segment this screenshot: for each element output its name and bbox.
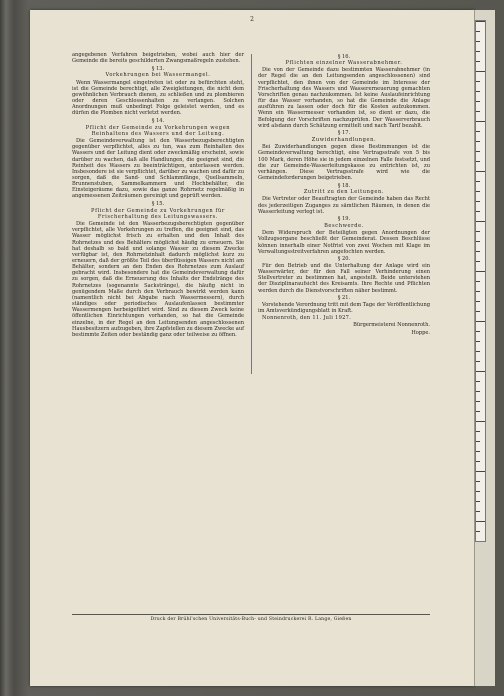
paragraph: Die Gemeindeverwaltung ist den Wasserbezugsberechtigten gegenüber verpflichtet, alles zu tun, was zum Reinhalten des Wassers und der Leitung dient oder zweckmäßig erscheint, sowie darüber zu wachen, daß alle Handlungen, die geeignet sind, die Reinheit des Wassers zu beeinträchtigen, unterlassen werden. Insbesondere ist sie verpflichtet, darüber zu wachen und dafür zu sorgen, daß die Sand- und Schlammfänge, Quellsammeln, Brunnenstuben, Sammelkammern und Hochbehälter, die Einsteigeräume dazu, sowie das ganze Rohrnetz regelmäßig in angemessenen Zeiträumen gereinigt und geprüft werden. [72,138,244,200]
section-number: § 13. [151,65,165,72]
ruler-tick [476,51,480,52]
section-heading: Pflicht der Gemeinde zu Vorkehrungen für Frischerhaltung des Leitungswassers. [91,207,225,220]
paragraph: Wenn Wassermangel eingetreten ist oder zu befürchten steht, ist die Gemeinde berechtigt, alle Zweigleitungen, die nicht dem gewöhnlichen Verbrauch dienen, zu schließen und zu plombieren oder deren Geschlossenhalten zu verlangen. Solchen Anordnungen muß unbedingt Folge geleistet werden, und es dürfen die Plomben nicht verletzt werden. [72,79,244,117]
ruler-tick [476,351,480,352]
ruler-tick [476,341,480,342]
footer-rule [72,614,430,615]
ruler-tick [476,251,480,252]
section-number: § 14. [151,118,165,125]
section-number: § 16. [337,53,351,60]
ruler-tick [476,101,480,102]
right-column [258,52,430,337]
ruler-tick [476,31,480,32]
paragraph: Die Vertreter oder Beauftragten der Gemeinde haben das Recht des jederzeitigen Zuganges zu sämtlichen Räumen, in denen die Wasserleitung verlegt ist. [258,196,430,215]
ruler-tick [476,411,480,412]
ruler-tick [476,381,480,382]
ruler-tick [476,191,480,192]
ruler-tick [476,371,485,372]
printer-imprint: Druck der Brühl'schen Universitäts-Buch- und Steindruckerei R. Lange, Gießen [150,617,352,622]
ruler-tick [476,41,480,42]
paragraph: Die von der Gemeinde dazu bestimmten Wasserabnehmer (in der Regel die an den Leitungsenden angeschlossenen) sind verpflichtet, den ihnen von der Gemeinde im Interesse der Frischerhaltung des Wassers und Wassererneuerung gemachten Vorschriften genau nachzukommen. Ist keine Auslaufeinrichtung für das Wasser vorhanden, so hat die Gemeinde die Anlage ausführen zu lassen oder doch für die Kosten aufzukommen. Wenn ein Wassermesser vorhanden ist, so dient er dazu, die Befolgung der Vorschriften nachzuprüfen. Der Wasserverbrauch wird alsdann durch Schätzung ermittelt und nach Tarif bezahlt. [258,67,430,129]
ruler-tick [476,471,485,472]
ruler-tick [476,461,480,462]
section-heading: Zutritt zu den Leitungen. [303,189,385,196]
section-number: § 18. [337,182,351,189]
place-date-line: Nonnenroth, den 11. Juli 1927. [262,315,352,322]
ruler-tick [476,281,480,282]
ruler-tick [476,531,480,532]
ruler-tick [476,301,480,302]
section-number: § 20. [337,256,351,263]
ruler-tick [476,441,480,442]
ruler-tick [476,391,480,392]
ruler-tick [476,331,480,332]
section-number: § 19. [337,216,351,223]
ruler-tick [476,431,480,432]
ruler-tick [476,131,480,132]
ruler-tick [476,291,480,292]
ruler-tick [476,71,485,72]
paragraph: Die Gemeinde ist den Wasserbezugsberechtigten gegenüber verpflichtet, alle Vorkehrungen zu treffen, die geeignet sind, das Wasser möglichst frisch zu erhalten und den Inhalt des Rohrnetzes und des Behälters möglichst häufig zu erneuern. Sie hat deshalb so bald und solange Wasser zu diesem Zwecke verfügbar ist, den Rohrnetzinhalt dadurch möglichst kurz zu erneuern, daß der größte Teil des überflüssigen Wassers nicht am Behälter, sondern an den Enden des Rohrnetzes zum Auslauf gebracht wird. Insbesondere hat die Gemeindeverwaltung dafür zu sorgen, daß die Erneuerung des Inhalts der Endstränge des Rohrnetzes (sogenannte Sackstränge), die häufig nicht in genügendem Maße durch den Verbrauch bewirkt werden kann (namentlich nicht bei Abgabe nach Wassermessern), durch ständiges oder periodisches Auslaufenlassen bestimmter Wassermengen herbeigeführt wird. Sind zu diesem Zweck keine öffentlichen Einrichtungen vorhanden, so hat die Gemeinde einzelne, in der Regel an den Leitungsenden angeschlossenen Hausbesitzern aufzugeben, ihre Zapfstellen zu diesem Zwecke auf bestimmte Zeiten oder beständig ganz oder teilweise zu öffnen. [72,221,245,338]
ruler-tick [476,61,480,62]
signature-line: Bürgermeisterei Nonnenroth. [353,322,430,329]
ruler-tick [476,21,485,22]
ruler-tick [476,181,480,182]
ruler-tick [476,151,480,152]
paragraph: Vorstehende Verordnung tritt mit dem Tage der Veröffentlichung im Amtsverkündigungsblatt in Kraft. [258,301,430,315]
scan-ruler [475,20,486,542]
left-column [72,52,244,339]
ruler-tick [476,421,485,422]
ruler-tick [476,261,480,262]
paragraph: Für den Betrieb und die Unterhaltung der Anlage wird ein Wasserwärter, der für den Fall seiner Verhinderung einen Stellvertreter zu bestimmen hat, angestellt. Beide unterstehen der Disziplinaraufsicht des Kreisamts. Ihre Rechte und Pflichten werden durch die Dienstvorschriften näher bestimmt. [258,263,430,294]
section-heading: Pflichten einzelner Wasserabnehmer. [285,60,403,67]
paragraph: Dem Widerspruch der Beteiligten gegen Anordnungen der Vollzugsorgane beschließt der Gemeinderat. Dessen Beschlüsse können innerhalb einer Notfrist von zwei Wochen mit Klage im Verwaltungsstreitverfahren angefochten werden. [258,230,430,255]
ruler-tick [476,491,480,492]
signature-line: Hoppe. [411,329,430,336]
ruler-tick [476,361,480,362]
ruler-tick [476,501,480,502]
section-heading: Vorkehrungen bei Wassermangel. [105,72,211,79]
ruler-tick [476,141,480,142]
document-page [30,10,474,686]
section-heading: Zuwiderhandlungen. [311,137,377,144]
section-number: § 15. [151,201,165,208]
paragraph: Bei Zuwiderhandlungen gegen diese Bestimmungen ist die Gemeindeverwaltung berechtigt, eine Vertragsstrafe von 5 bis 100 Mark, deren Höhe sie in jedem einzelnen Falle festsetzt, und die zur Gemeinde-Wasserleitungskasse zu entrichten ist, zu verhängen. Diese Vertragsstrafe wird wie die Gemeindeforderungen beigetrieben. [258,144,430,181]
page-number: 2 [250,16,254,23]
ruler-tick [476,221,485,222]
ruler-tick [476,321,485,322]
column-divider [251,54,252,374]
ruler-tick [476,271,485,272]
section-number: § 17. [337,130,351,137]
ruler-tick [476,161,480,162]
paragraph: angegebenen Verfahren beigetrieben, wobei auch hier der Gemeinde die bereits geschilderten Zwangsmaßregeln zustehen. [72,52,244,65]
ruler-tick [476,311,480,312]
ruler-tick [476,211,480,212]
section-number: § 21. [337,295,351,302]
ruler-tick [476,521,485,522]
ruler-tick [476,121,485,122]
section-heading: Pflicht der Gemeinde zu Vorkehrungen wegen Reinhaltens des Wassers und der Leitung. [85,124,231,137]
ruler-tick [476,201,480,202]
ruler-tick [476,401,480,402]
ruler-tick [476,171,485,172]
ruler-tick [476,91,480,92]
ruler-tick [476,241,480,242]
ruler-tick [476,451,480,452]
section-heading: Beschwerde. [324,223,364,230]
ruler-tick [476,231,480,232]
ruler-tick [476,481,480,482]
ruler-tick [476,511,480,512]
ruler-tick [476,81,480,82]
ruler-tick [476,111,480,112]
